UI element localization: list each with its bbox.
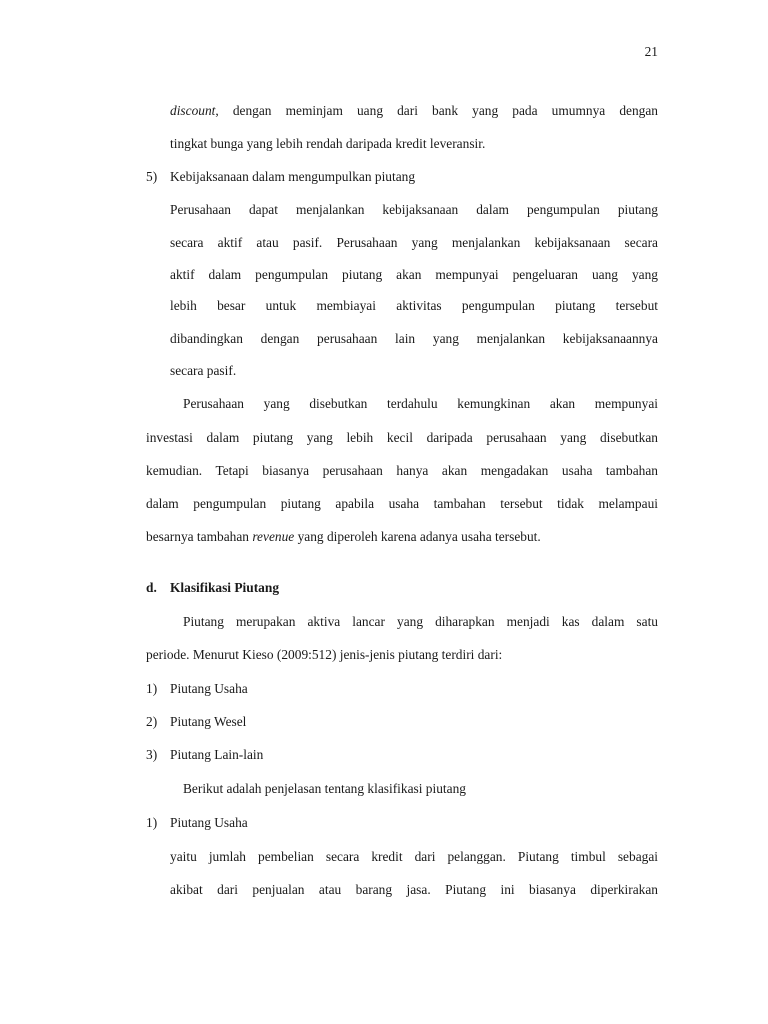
italic-term: revenue — [252, 529, 295, 544]
text-line: akibat dari penjualan atau barang jasa. Piutang ini biasanya diperkirakan — [170, 882, 658, 897]
text-line: dibandingkan dengan perusahaan lain yang menjalankan kebijaksanaannya — [170, 331, 658, 346]
list-heading: Kebijaksanaan dalam mengumpulkan piutang — [170, 169, 416, 184]
list-number: 5) — [146, 169, 158, 184]
list-item: Piutang Usaha — [170, 681, 248, 696]
list-number: 1) — [146, 681, 158, 696]
text-fragment: besarnya tambahan — [146, 529, 253, 544]
text-fragment: yang diperoleh karena adanya usaha tersebut. — [294, 529, 541, 544]
list-heading: Piutang Usaha — [170, 815, 248, 830]
text-line: investasi dalam piutang yang lebih kecil daripada perusahaan yang disebutkan — [146, 430, 658, 445]
text-line: tingkat bunga yang lebih rendah daripada kredit leveransir. — [170, 136, 486, 151]
text-line: yaitu jumlah pembelian secara kredit dari pelanggan. Piutang timbul sebagai — [170, 849, 658, 864]
list-number: 3) — [146, 747, 158, 762]
list-item: Piutang Wesel — [170, 714, 247, 729]
text-line: secara pasif. — [170, 363, 237, 378]
section-letter: d. — [146, 580, 157, 595]
text-line — [170, 102, 658, 119]
list-number: 1) — [146, 815, 158, 830]
paragraph-first-line: Piutang merupakan aktiva lancar yang diharapkan menjadi kas dalam satu — [183, 614, 658, 629]
text-line: aktif dalam pengumpulan piutang akan mempunyai pengeluaran uang yang — [170, 267, 658, 282]
text-line: secara aktif atau pasif. Perusahaan yang menjalankan kebijaksanaan secara — [170, 235, 658, 250]
paragraph-first-line: Perusahaan yang disebutkan terdahulu kemungkinan akan mempunyai — [183, 396, 658, 411]
text-fragment: , dengan meminjam uang dari bank yang pada umumnya dengan — [215, 103, 658, 118]
list-item: Piutang Lain-lain — [170, 747, 264, 762]
paragraph-line: Berikut adalah penjelasan tentang klasifikasi piutang — [183, 781, 466, 796]
text-line: lebih besar untuk membiayai aktivitas pengumpulan piutang tersebut — [170, 298, 658, 313]
text-line — [146, 528, 658, 545]
list-number: 2) — [146, 714, 158, 729]
section-heading: Klasifikasi Piutang — [170, 580, 280, 595]
text-line: periode. Menurut Kieso (2009:512) jenis-jenis piutang terdiri dari: — [146, 647, 503, 662]
page-number: 21 — [644, 44, 658, 59]
text-line: kemudian. Tetapi biasanya perusahaan hanya akan mengadakan usaha tambahan — [146, 463, 658, 478]
text-line: Perusahaan dapat menjalankan kebijaksanaan dalam pengumpulan piutang — [170, 202, 658, 217]
italic-term: discount — [170, 103, 216, 118]
text-line: dalam pengumpulan piutang apabila usaha tambahan tersebut tidak melampaui — [146, 496, 658, 511]
